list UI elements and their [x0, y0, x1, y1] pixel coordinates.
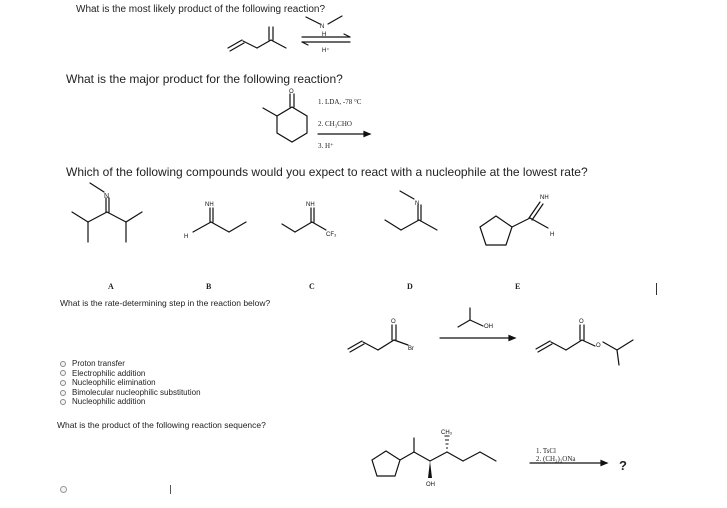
q1-amine-molecule [306, 16, 342, 24]
q1-n-label: N [320, 24, 325, 30]
q5-reactant-molecule [372, 438, 496, 476]
q4-reactant-molecule [348, 325, 408, 352]
q3-e-nh-label: NH [540, 195, 549, 201]
q2-reactant-molecule [263, 94, 307, 142]
q4-reaction-arrow [440, 336, 515, 341]
q4-choice[interactable]: Nucleophilic addition [60, 397, 201, 407]
q4-oh-label: OH [484, 324, 493, 330]
q3-c-nh-label: NH [306, 202, 315, 208]
q4-product-molecule [536, 325, 633, 365]
q4-choice[interactable]: Electrophilic addition [60, 369, 201, 379]
q3-b-nh-label: NH [205, 202, 214, 208]
question-3-text: Which of the following compounds would you expect to react with a nucleophile at the lowest rate? [66, 165, 588, 179]
q3-molecule-c [282, 208, 326, 232]
q5-wedge-bond [428, 461, 432, 478]
answer-question-mark: ? [619, 458, 627, 473]
q4-choice[interactable]: Nucleophilic elimination [60, 378, 201, 388]
q4-choice[interactable]: Bimolecular nucleophilic substitution [60, 388, 201, 398]
q4-product-o-label: O [579, 319, 584, 325]
q3-d-n-label: N [415, 201, 420, 207]
q5-reaction-arrow [530, 461, 607, 466]
question-1-text: What is the most likely product of the following reaction? [76, 4, 326, 15]
question-4-text: What is the rate-determining step in the reaction below? [60, 298, 271, 308]
q3-molecule-d [385, 191, 437, 230]
q3-molecule-b [193, 208, 246, 232]
q3-molecule-e [480, 202, 548, 245]
option-label-d: D [407, 282, 413, 291]
q2-condition-2: 2. CH₃CHO [318, 120, 352, 128]
q4-alcohol-molecule [458, 308, 483, 327]
q2-condition-1: 1. LDA, -78 °C [318, 98, 362, 106]
option-label-b: B [206, 282, 212, 291]
q5-condition-2: 2. (CH₃)₃ONa [536, 455, 576, 463]
q1-reactant-molecule [228, 27, 286, 51]
option-label-a: A [108, 282, 114, 291]
q5-oh-label: OH [426, 482, 435, 488]
option-label-e: E [515, 282, 521, 291]
q3-molecule-a [72, 183, 142, 242]
q3-a-n-label: N [104, 193, 110, 200]
q3-c-cf3-label: CF₃ [326, 232, 337, 238]
q4-br-label: Br [408, 346, 414, 352]
q5-hashed-bond [445, 436, 450, 448]
q1-h-label: H [322, 32, 327, 38]
q3-b-h-label: H [184, 234, 189, 240]
question-5-text: What is the product of the following reaction sequence? [57, 420, 266, 430]
q4-o-label: O [391, 319, 396, 325]
q2-reaction-arrow [318, 132, 370, 137]
question-2-text: What is the major product for the following reaction? [66, 72, 343, 86]
q3-e-h-label: H [550, 232, 555, 238]
q2-o-label: O [289, 89, 294, 95]
q5-ch3-label: CH₃ [441, 430, 453, 436]
option-label-c: C [309, 282, 315, 291]
q1-catalyst-label: H⁺ [322, 48, 330, 54]
q2-condition-3: 3. H⁺ [318, 142, 334, 150]
q4-ester-o-label: O [596, 343, 601, 349]
q4-choice[interactable]: Proton transfer [60, 359, 201, 369]
q5-condition-1: 1. TsCl [536, 447, 556, 455]
